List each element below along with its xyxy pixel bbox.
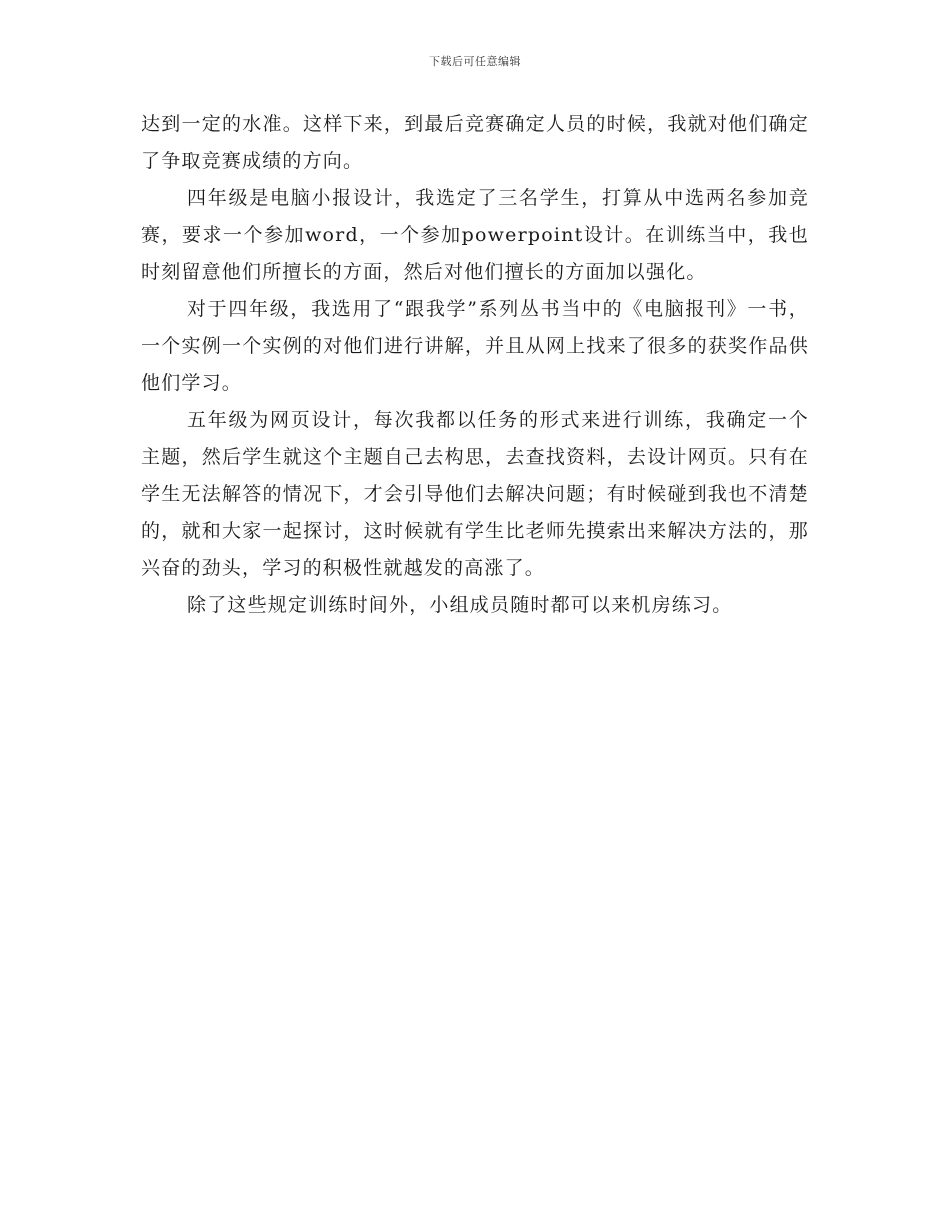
page-header: 下载后可任意编辑: [429, 55, 521, 68]
paragraph-grade-five-web: 五年级为网页设计，每次我都以任务的形式来进行训练，我确定一个主题，然后学生就这个主题自己去构思，去查找资料，去设计网页。只有在学生无法解答的情况下，才会引导他们去解决问题；有时候碰到我也不清楚的，就和大家一起探讨，这时候就有学生比老师先摸索出来解决方法的，那兴奋的劲头，学习的积极性就越发的高涨了。: [141, 409, 809, 579]
paragraph-practice-time: 除了这些规定训练时间外，小组成员随时都可以来机房练习。: [187, 594, 733, 616]
paragraph-grade-four-book: 对于四年级，我选用了“跟我学”系列丛书当中的《电脑报刊》一书，一个实例一个实例的对他们进行讲解，并且从网上找来了很多的获奖作品供他们学习。: [141, 298, 809, 394]
document-body: [141, 106, 809, 624]
paragraph-continued: 达到一定的水准。这样下来，到最后竞赛确定人员的时候，我就对他们确定了争取竞赛成绩的方向。: [141, 113, 809, 172]
paragraph-grade-four-design: 四年级是电脑小报设计，我选定了三名学生，打算从中选两名参加竞赛，要求一个参加word，一个参加powerpoint设计。在训练当中，我也时刻留意他们所擅长的方面，然后对他们擅长的方面加以强化。: [141, 187, 809, 283]
